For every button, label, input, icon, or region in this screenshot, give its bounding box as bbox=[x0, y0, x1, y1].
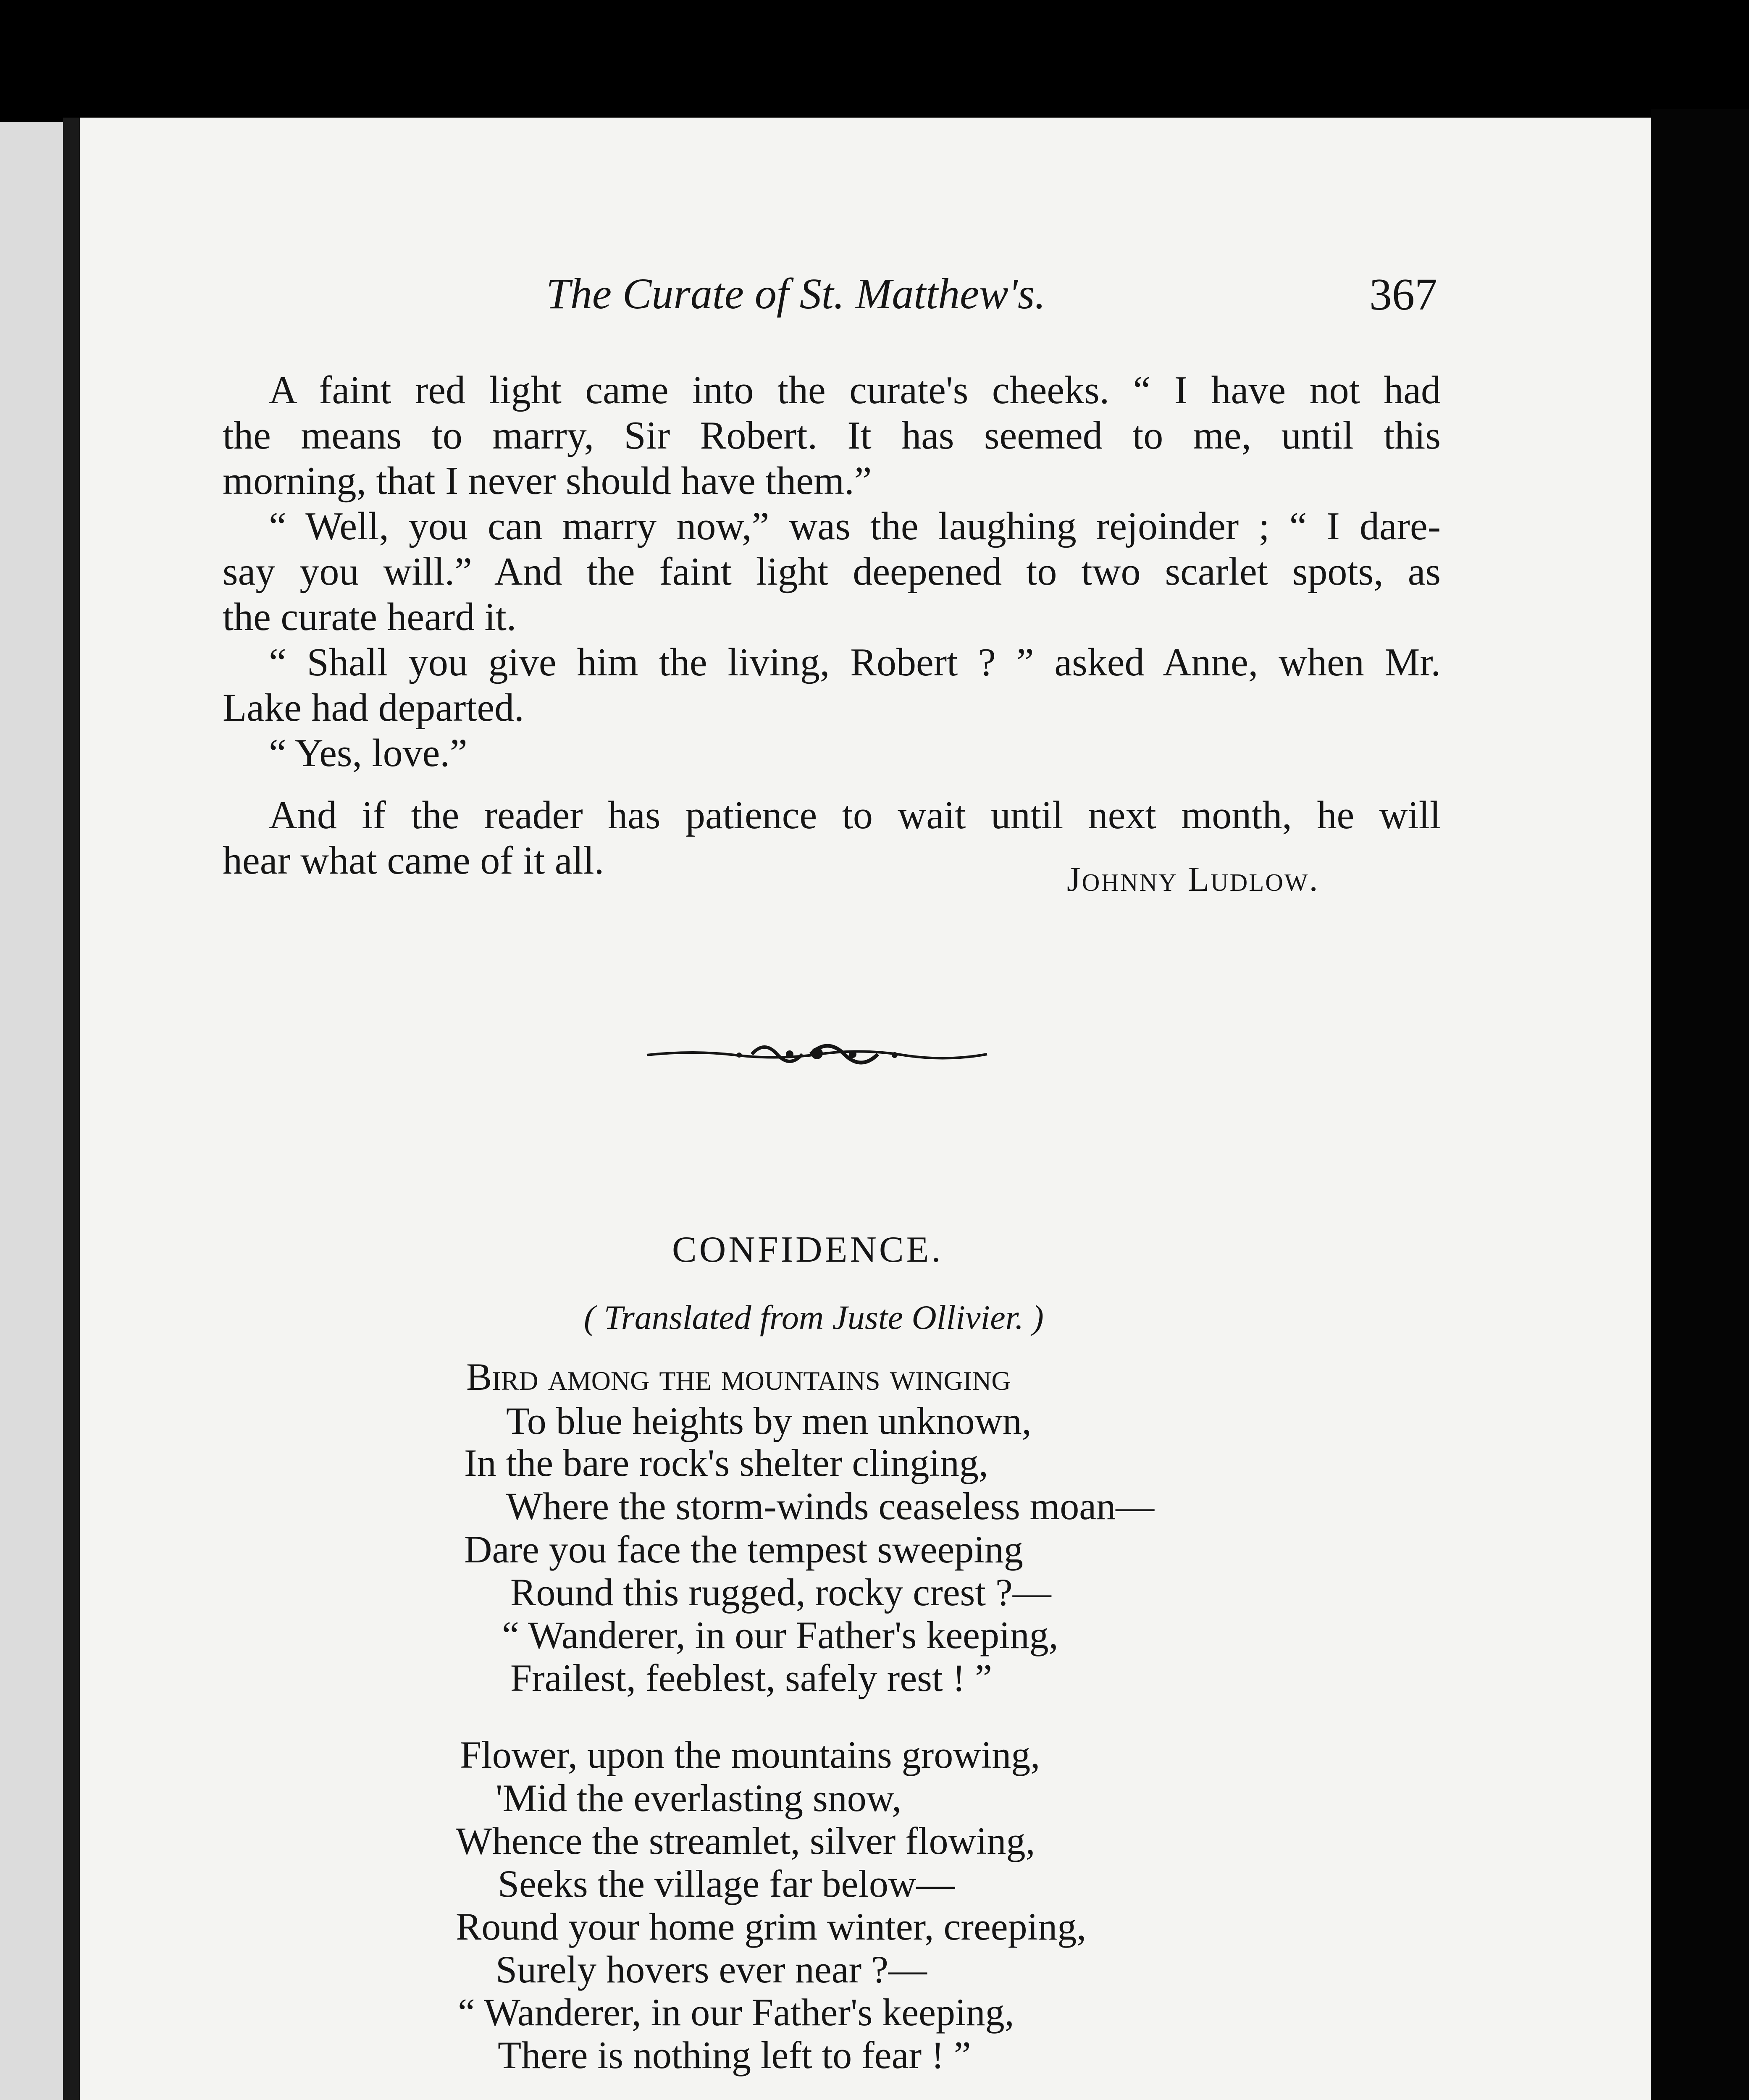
poem-title: CONFIDENCE. bbox=[672, 1229, 943, 1270]
poem-line: Flower, upon the mountains growing, bbox=[460, 1733, 1040, 1776]
prose-line: “ Well, you can marry now,” was the laughing rejoinder ; “ I dare- bbox=[269, 504, 1441, 548]
prose-line: the means to marry, Sir Robert. It has seemed to me, until this bbox=[223, 414, 1441, 457]
prose-line: A faint red light came into the curate's cheeks. “ I have not had bbox=[269, 368, 1441, 412]
page-number: 367 bbox=[1369, 270, 1437, 320]
poem-line: Surely hovers ever near ?— bbox=[496, 1948, 927, 1991]
poem-line: Round this rugged, rocky crest ?— bbox=[510, 1571, 1051, 1614]
prose-line: morning, that I never should have them.” bbox=[223, 459, 872, 503]
poem-line: 'Mid the everlasting snow, bbox=[496, 1777, 902, 1819]
poem-line: “ Wanderer, in our Father's keeping, bbox=[458, 1991, 1014, 2034]
poem-line bbox=[466, 1354, 1011, 1399]
poem-line: To blue heights by men unknown, bbox=[506, 1399, 1032, 1442]
prose-line: And if the reader has patience to wait until next month, he will bbox=[269, 793, 1441, 837]
poem-line: There is nothing left to fear ! ” bbox=[498, 2034, 971, 2076]
facing-page-edge bbox=[0, 122, 63, 2100]
poem-line: Seeks the village far below— bbox=[498, 1862, 955, 1905]
prose-line: say you will.” And the faint light deepened to two scarlet spots, as bbox=[223, 550, 1441, 593]
poem-line-text: Bird among the mountains winging bbox=[466, 1355, 1011, 1398]
poem-line: Round your home grim winter, creeping, bbox=[456, 1905, 1087, 1948]
poem-line: Whence the streamlet, silver flowing, bbox=[456, 1819, 1035, 1862]
prose-line: the curate heard it. bbox=[223, 595, 517, 639]
prose-line: hear what came of it all. bbox=[223, 839, 604, 882]
ornament-divider-icon bbox=[643, 1037, 991, 1071]
prose-line: “ Yes, love.” bbox=[269, 731, 467, 775]
poem-line: Dare you face the tempest sweeping bbox=[464, 1528, 1023, 1571]
poem-subtitle: ( Translated from Juste Ollivier. ) bbox=[584, 1298, 1044, 1336]
prose-block bbox=[223, 368, 1441, 883]
poem-line: Where the storm-winds ceaseless moan— bbox=[506, 1485, 1155, 1528]
running-header: The Curate of St. Matthew's. bbox=[546, 270, 1046, 318]
book-gutter bbox=[63, 118, 80, 2100]
poem-line: “ Wanderer, in our Father's keeping, bbox=[502, 1614, 1058, 1656]
scanner-background bbox=[1651, 109, 1749, 2100]
poem-line: In the bare rock's shelter clinging, bbox=[464, 1441, 988, 1484]
prose-line: Lake had departed. bbox=[223, 686, 524, 730]
prose-line: “ Shall you give him the living, Robert ? ” asked Anne, when Mr. bbox=[269, 640, 1441, 684]
poem-line: Frailest, feeblest, safely rest ! ” bbox=[510, 1656, 992, 1699]
signature-johnny-ludlow: Johnny Ludlow. bbox=[1067, 860, 1319, 899]
